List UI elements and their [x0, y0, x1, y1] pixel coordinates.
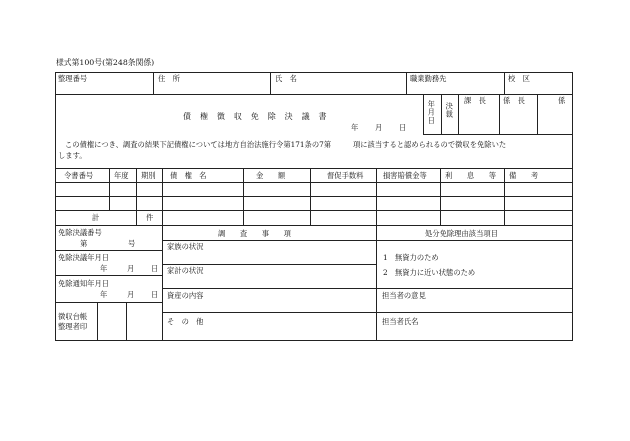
decision-date-year: 年	[100, 264, 108, 273]
reasons-header: 処分免除理由該当項目	[425, 229, 498, 238]
notice-date-month: 月	[127, 290, 135, 299]
col-reisho-bango: 令書番号	[64, 171, 94, 180]
decision-date-day: 日	[151, 264, 159, 273]
officer-name-label: 担当者氏名	[382, 317, 419, 326]
date-month: 月	[375, 123, 383, 132]
col-biko: 備 考	[509, 171, 539, 180]
total-kei: 計	[92, 213, 100, 222]
notice-date-year: 年	[100, 290, 108, 299]
col-songai: 損害賠償金等	[383, 171, 427, 180]
kakari-label: 係	[558, 96, 566, 105]
menjo-dai: 第	[80, 239, 88, 248]
document-title: 債 権 徴 収 免 除 決 議 書	[183, 112, 330, 121]
col-kibetsu: 期別	[141, 171, 156, 180]
survey-family: 家族の状況	[167, 242, 204, 251]
date-day: 日	[399, 123, 407, 132]
kacho-label: 課 長	[464, 96, 486, 105]
kakaricho-label: 係 長	[503, 96, 525, 105]
ledger-label-2: 整理者印	[58, 322, 88, 331]
notice-date-label: 免除通知年月日	[58, 279, 110, 288]
decision-date-month: 月	[127, 264, 135, 273]
statement-line-1: この債権につき、調査の結果下記債権については地方自治法施行令第171条の7第 項に該当すると認められるので徴収を免除いた	[65, 140, 507, 149]
menjo-go: 号	[128, 239, 136, 248]
form-reference: 様式第100号(第248条関係)	[56, 58, 155, 67]
jusho-label: 住 所	[158, 74, 180, 83]
reason-item-1: 1 無資力のため	[383, 253, 439, 262]
statement-line-2: します。	[58, 151, 87, 160]
menjo-number-label: 免除決議番号	[58, 228, 102, 237]
col-saiken-mei: 債 権 名	[170, 171, 207, 180]
ledger-label-1: 徴収台帳	[58, 312, 88, 321]
decision-date-label: 免除決議年月日	[58, 253, 110, 262]
koku-label: 校 区	[508, 74, 530, 83]
survey-household: 家計の状況	[167, 266, 204, 275]
reason-item-2: 2 無資力に近い状態のため	[383, 268, 476, 277]
col-nendo: 年度	[114, 171, 129, 180]
officer-opinion-label: 担当者の意見	[382, 291, 426, 300]
col-tokusoku: 督促手数料	[327, 171, 364, 180]
date-year: 年	[351, 123, 359, 132]
col-risoku: 利 息 等	[445, 171, 497, 180]
col-kingaku: 金 額	[256, 171, 286, 180]
shimei-label: 氏 名	[275, 74, 297, 83]
survey-assets: 資産の内容	[167, 291, 204, 300]
seiri-bango-label: 整理番号	[58, 74, 88, 83]
shokugyo-label: 職業勤務先	[410, 74, 447, 83]
kessai-date-label: 年月日	[427, 100, 437, 125]
survey-header: 調 査 事 項	[218, 229, 291, 238]
total-ken: 件	[146, 213, 154, 222]
kessai-label: 決裁	[445, 102, 455, 119]
notice-date-day: 日	[151, 290, 159, 299]
survey-other: そ の 他	[167, 317, 204, 326]
